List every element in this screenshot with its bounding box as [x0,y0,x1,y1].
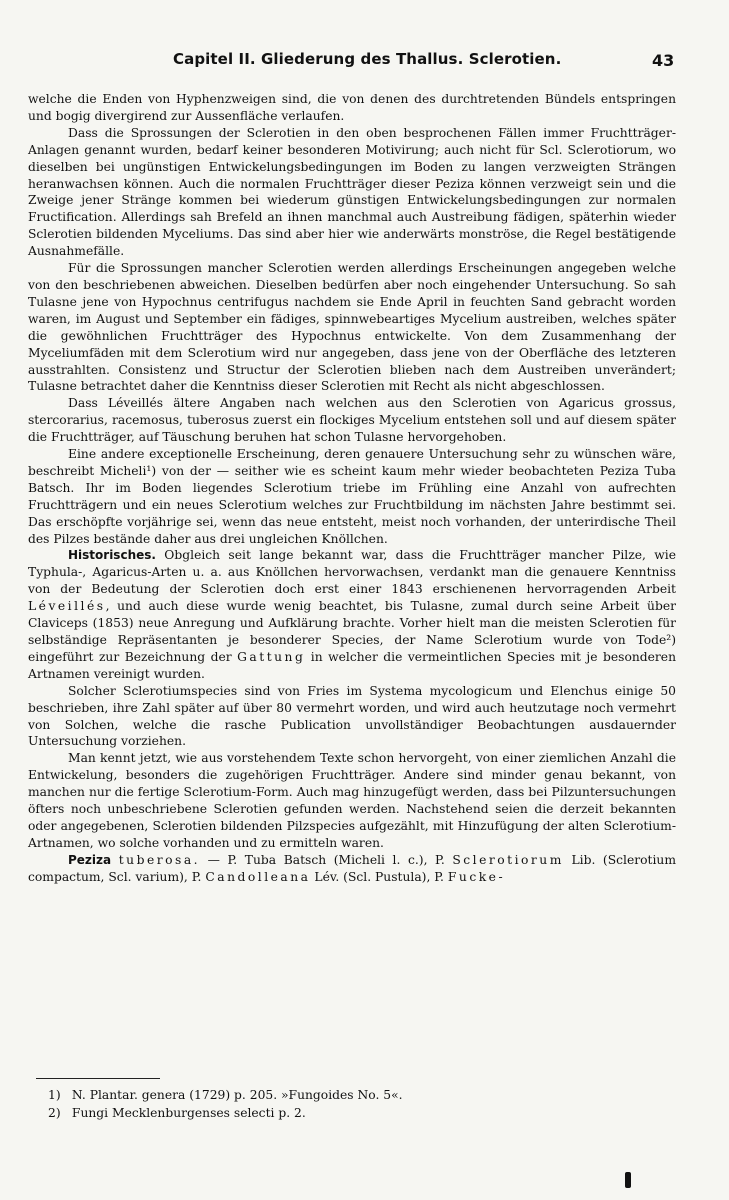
body-text [28,91,676,886]
species-fucke: Fucke- [447,869,506,884]
footnote-mark: 2) [48,1106,61,1120]
historisches-text-a: Obgleich seit lange bekannt war, dass die Fruchtträger mancher Pilze, wie Typhula-, Agaricus-Arten u. a. aus Knöllchen hervorwachsen, verdankt man die genauere Kenntniss von der Bedeutung der Sclerotien doch erst einer 1843 erschienenen hervorragenden Arbeit [28,548,676,597]
page-header [0,48,729,78]
print-mark [625,1172,631,1188]
species-text-a: — P. Tuba Batsch (Micheli l. c.), P. [200,852,453,867]
species-candolleana: Candolleana [205,869,311,884]
paragraph-aufzaehlung: Man kennt jetzt, wie aus vorstehendem Texte schon hervorgeht, von einer ziemlichen Anzahl die Entwickelung, besonders die zugehörigen Fruchtträger. Andere sind minder genau bekannt, von manchen nur die fertige Sclerotium-Form. Auch mag hinzugefügt werden, dass bei Pilzuntersuchungen öfters noch unbeschriebene Sclerotien gefunden werden. Nachstehend seien die derzeit bekannten oder angegebenen, Sclerotien bildenden Pilzspecies aufgezählt, mit Hinzufügung der alten Sclerotium-Artnamen, wo solche vorhanden und zu ermitteln waren. [28,751,676,850]
page-number: 43 [652,51,675,70]
footnote-text: N. Plantar. genera (1729) p. 205. »Fungoides No. 5«. [71,1088,403,1102]
running-title: Capitel II. Gliederung des Thallus. Sclerotien. [173,50,562,68]
paragraph-fries: Solcher Sclerotiumspecies sind von Fries im Systema mycologicum und Elenchus einige 50 beschrieben, ihre Zahl später auf über 80 vermehrt worden, und wird auch heutzutage noch vermehrt von Solchen, welche die rasche Publication unvollständiger Beobachtungen ausdauernder Untersuchung vorziehen. [28,683,676,749]
footnotes [48,1086,648,1122]
term-gattung: Gattung [237,649,306,664]
species-tuberosa: tuberosa. [118,852,201,867]
author-leveille: Léveillés [28,599,106,614]
footnote-1 [48,1086,648,1104]
runin-heading-peziza: Peziza [68,852,112,867]
paragraph-leveille: Dass Léveillés ältere Angaben nach welchen aus den Sclerotien von Agaricus grossus, stercorarius, racemosus, tuberosus zuerst ein flockiges Mycelium entstehen soll und auf diesem später die Fruchtträger, auf Täuschung beruhen hat schon Tulasne hervorgehoben. [28,396,676,445]
paragraph-micheli: Eine andere exceptionelle Erscheinung, deren genauere Untersuchung sehr zu wünschen wäre, beschreibt Micheli¹) von der — seither wie es scheint kaum mehr wieder beobachteten Peziza Tuba Batsch. Ihr im Boden liegendes Sclerotium triebe im Frühling eine Anzahl von aufrechten Fruchtträgern und ein neues Sclerotium welches zur Fruchtbildung im nächsten Jahre bestimmt sei. Das erschöpfte vorjährige sei, wenn das neue entsteht, meist noch vorhanden, der unterirdische Theil des Pilzes bestände daher aus drei ungleichen Knöllchen. [28,447,676,546]
paragraph-species-list [28,852,676,886]
footnote-divider [36,1078,160,1079]
paragraph-continuation: welche die Enden von Hyphenzweigen sind, die von denen des durchtretenden Bündels entspringen und bogig divergirend zur Aussenfläche verlaufen. [28,92,676,123]
species-text-b: Lib. (Sclerotium compactum, Scl. varium), P. [28,852,676,884]
footnote-2 [48,1104,648,1122]
species-sclerotiorum: Sclerotiorum [452,852,564,867]
runin-heading-historisches: Historisches. [68,548,156,563]
footnote-text: Fungi Mecklenburgenses selecti p. 2. [71,1106,306,1120]
paragraph-historisches [28,547,676,682]
historisches-text-c: in welcher die vermeintlichen Species mit je besonderen Artnamen vereinigt wurden. [28,649,676,681]
historisches-text-b: , und auch diese wurde wenig beachtet, bis Tulasne, zumal durch seine Arbeit über Claviceps (1853) neue Anregung und Aufklärung brachte. Vorher hielt man die meisten Sclerotien für selbständige Repräsentanten je besonderer Species, der Name Sclerotium wurde von Tode²) eingeführt zur Bezeichnung der [28,599,676,664]
paragraph-abweichungen: Für die Sprossungen mancher Sclerotien werden allerdings Erscheinungen angegeben welche von den beschriebenen abweichen. Dieselben bedürfen aber noch eingehender Untersuchung. So sah Tulasne jene von Hypochnus centrifugus nachdem sie Ende April in feuchten Sand gebracht worden waren, im August und September ein fädiges, spinnwebeartiges Mycelium austreiben, welches später die gewöhnlichen Fruchtträger des Hypochnus entwickelte. Von dem Zusammenhang der Myceliumfäden mit dem Sclerotium wird nur angegeben, dass jene von der Oberfläche des letzteren ausstrahlten. Consistenz und Structur der Sclerotien blieben nach dem Austreiben unverändert; Tulasne betrachtet daher die Kenntniss dieser Sclerotien mit Recht als nicht abgeschlossen. [28,261,676,394]
species-text-c: Lév. (Scl. Pustula), P. [310,869,448,884]
footnote-mark: 1) [48,1088,61,1102]
paragraph-sprossungen: Dass die Sprossungen der Sclerotien in den oben besprochenen Fällen immer Fruchtträger-Anlagen genannt wurden, bedarf keiner besonderen Motivirung; auch nicht für Scl. Sclerotiorum, wo dieselben bei ungünstigen Entwickelungsbedingungen im Boden zu langen verzweigten Strängen heranwachsen können. Auch die normalen Fruchtträger dieser Peziza können verzweigt sein und die Zweige jener Stränge kommen bei wiederum günstigen Entwickelungsbedingungen zur normalen Fructification. Allerdings sah Brefeld an ihnen manchmal auch Austreibung fädigen, späterhin wieder Sclerotien bildenden Myceliums. Das sind aber hier wie anderwärts monströse, die Regel bestätigende Ausnahmefälle. [28,125,676,259]
